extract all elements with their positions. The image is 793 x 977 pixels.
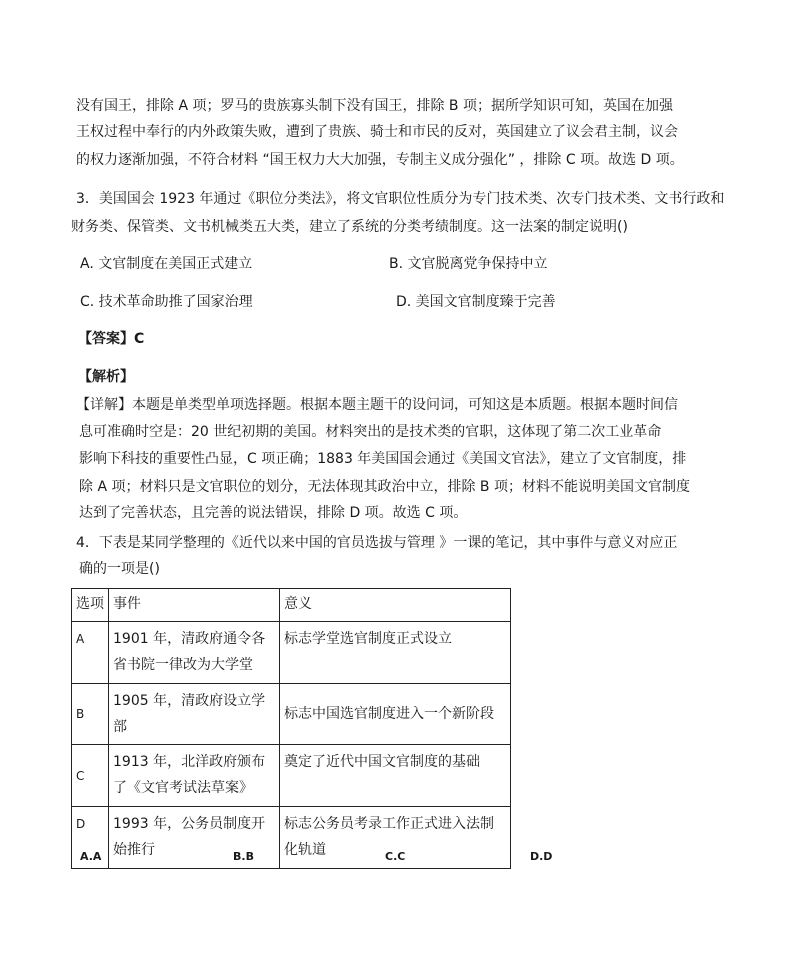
q3-option-a: A. 文官制度在美国正式建立 bbox=[80, 256, 253, 272]
intro-line-3: 的权力逐渐加强，不符合材料 “国王权力大大加强，专制主义成分强化” ，排除 C 项。故选 D 项。 bbox=[76, 152, 684, 168]
table-cell-option: A bbox=[72, 622, 109, 684]
q3-option-b: B. 文官脱离党争保持中立 bbox=[389, 256, 548, 272]
table-header-event: 事件 bbox=[109, 589, 280, 622]
table-row bbox=[72, 807, 511, 869]
table-cell-option: D bbox=[72, 807, 109, 869]
answer-value: C bbox=[134, 331, 145, 347]
answer-label: 【答案】 bbox=[78, 331, 134, 347]
q3-analysis-line-2: 息可准确时空是：20 世纪初期的美国。材料突出的是技术类的官职，这体现了第二次工业革命 bbox=[79, 424, 662, 440]
table-cell-option: B bbox=[72, 684, 109, 745]
table-row bbox=[72, 622, 511, 684]
q4-table bbox=[71, 588, 511, 869]
q3-analysis-line-3: 影响下科技的重要性凸显，C 项正确；1883 年美国国会通过《美国文官法》，建立了文官制度，排 bbox=[79, 451, 687, 467]
q4-stem-line-2: 确的一项是() bbox=[79, 561, 160, 577]
q4-option-b: B.B bbox=[233, 850, 254, 863]
q3-stem-line-2: 财务类、保管类、文书机械类五大类，建立了系统的分类考绩制度。这一法案的制定说明() bbox=[71, 219, 628, 235]
q4-option-d: D.D bbox=[530, 850, 553, 863]
q3-analysis-label: 【解析】 bbox=[78, 369, 134, 385]
table-row bbox=[72, 684, 511, 745]
table-cell-event: 1905 年，清政府设立学部 bbox=[109, 684, 280, 745]
table-cell-meaning: 标志公务员考录工作正式进入法制化轨道 bbox=[280, 807, 511, 869]
intro-line-1: 没有国王，排除 A 项；罗马的贵族寡头制下没有国王，排除 B 项；据所学知识可知，英国在加强 bbox=[76, 98, 673, 114]
table-cell-meaning: 奠定了近代中国文官制度的基础 bbox=[280, 745, 511, 807]
q3-option-d: D. 美国文官制度臻于完善 bbox=[396, 294, 556, 310]
table-cell-option: C bbox=[72, 745, 109, 807]
table-cell-event: 1993 年，公务员制度开始推行 bbox=[109, 807, 280, 869]
table-cell-meaning: 标志中国选官制度进入一个新阶段 bbox=[280, 684, 511, 745]
table-header-meaning: 意义 bbox=[280, 589, 511, 622]
table-cell-event: 1913 年，北洋政府颁布了《文官考试法草案》 bbox=[109, 745, 280, 807]
q4-stem-line-1: 4．下表是某同学整理的《近代以来中国的官员选拔与管理 》一课的笔记，其中事件与意义对应正 bbox=[76, 535, 678, 551]
table-cell-meaning: 标志学堂选官制度正式设立 bbox=[280, 622, 511, 684]
q3-analysis-line-5: 达到了完善状态，且完善的说法错误，排除 D 项。故选 C 项。 bbox=[79, 505, 468, 521]
table-cell-event: 1901 年，清政府通令各省书院一律改为大学堂 bbox=[109, 622, 280, 684]
q3-analysis-line-4: 除 A 项；材料只是文官职位的划分，无法体现其政治中立，排除 B 项；材料不能说明美国文官制度 bbox=[79, 479, 690, 495]
q3-answer bbox=[78, 329, 144, 349]
table-row bbox=[72, 745, 511, 807]
q3-stem-line-1: 3．美国国会 1923 年通过《职位分类法》，将文官职位性质分为专门技术类、次专门技术类、文书行政和 bbox=[76, 191, 725, 207]
q3-option-c: C. 技术革命助推了国家治理 bbox=[80, 294, 253, 310]
intro-line-2: 王权过程中奉行的内外政策失败，遭到了贵族、骑士和市民的反对，英国建立了议会君主制，议会 bbox=[76, 124, 678, 140]
q4-option-c: C.C bbox=[385, 850, 406, 863]
q3-analysis-line-1: 【详解】本题是单类型单项选择题。根据本题主题干的设问词，可知这是本质题。根据本题时间信 bbox=[76, 397, 678, 413]
table-header-row bbox=[72, 589, 511, 622]
q4-option-a: A.A bbox=[80, 850, 102, 863]
table-header-option: 选项 bbox=[72, 589, 109, 622]
